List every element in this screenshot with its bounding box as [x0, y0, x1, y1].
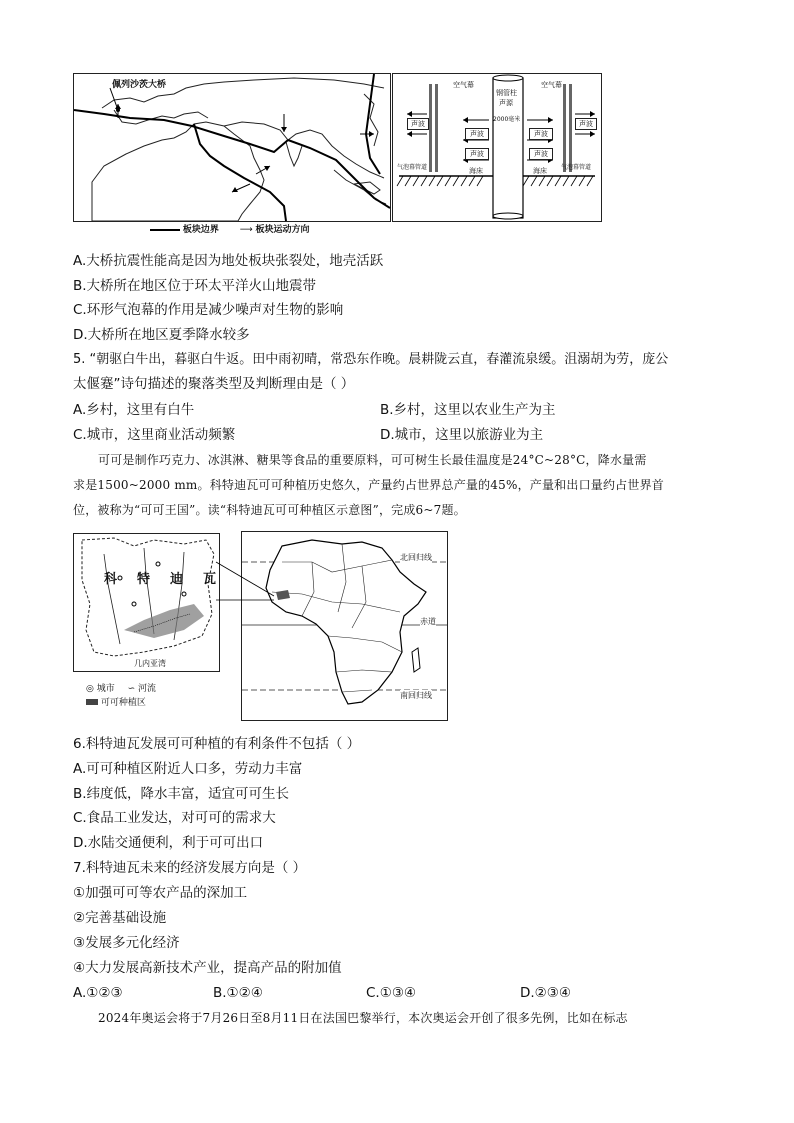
q4-option-d: D.大桥所在地区夏季降水较多 — [73, 327, 250, 343]
q5-option-b: B.乡村，这里以农业生产为主 — [380, 402, 556, 418]
air-curtain-left-label: 空气幕 — [453, 81, 474, 89]
legend-city: 城市 — [96, 684, 115, 694]
intro-line2: 求是1500~2000 mm。科特迪瓦可可种植历史悠久，产量约占世界总产量的45%，产量和出口量约占世界首 — [73, 478, 664, 492]
legend-river: 河流 — [138, 684, 157, 694]
legend-cocoa: 可可种植区 — [100, 698, 146, 708]
plate-map — [74, 74, 390, 221]
city-icon: ◎ — [86, 684, 94, 694]
bubble-curtain-figure — [392, 73, 602, 222]
river-icon: ∽ — [127, 684, 136, 694]
air-curtain-right-label: 空气幕 — [541, 81, 562, 89]
tropic-south-label: 南回归线 — [400, 691, 432, 700]
q7-option-b: B.①②④ — [213, 985, 263, 1001]
sound-wave-box: 声波 — [465, 148, 489, 160]
q7-item-3: ③发展多元化经济 — [73, 935, 180, 951]
q7-option-d: D.②③④ — [520, 985, 571, 1001]
sound-wave-box: 声波 — [575, 118, 597, 130]
q6-option-a: A.可可种植区附近人口多，劳动力丰富 — [73, 761, 303, 777]
steel-pile-label: 钢管柱 — [496, 89, 517, 97]
gulf-label: 几内亚湾 — [134, 659, 166, 668]
q4-option-c: C.环形气泡幕的作用是减少噪声对生物的影响 — [73, 302, 344, 318]
sound-wave-box: 声波 — [465, 128, 489, 140]
q7-item-2: ②完善基础设施 — [73, 910, 167, 926]
q7-stem: 7.科特迪瓦未来的经济发展方向是（ ） — [73, 860, 307, 876]
q6-option-c: C.食品工业发达，对可可的需求大 — [73, 810, 276, 826]
seabed-left-label: 海床 — [469, 167, 483, 175]
sound-wave-box: 声波 — [529, 128, 553, 140]
cocoa-area-swatch — [86, 699, 98, 705]
boundary-line-swatch — [150, 229, 180, 231]
sound-wave-box: 声波 — [529, 148, 553, 160]
q5-stem-line1: 5. “朝驱白牛出，暮驱白牛返。田中雨初晴，常恐东作晚。晨耕陇云直，春灌流泉缓。沮溺胡为劳，庞公 — [73, 352, 669, 367]
q5-option-a: A.乡村，这里有白牛 — [73, 402, 195, 418]
pipe-left-label: 气泡幕管道 — [397, 164, 428, 171]
tropic-north-label: 北回归线 — [400, 553, 432, 562]
q7-option-a: A.①②③ — [73, 985, 123, 1001]
q6-option-d: D.水陆交通便利，利于可可出口 — [73, 835, 264, 851]
q5-option-c: C.城市，这里商业活动频繁 — [73, 427, 236, 443]
intro-line1: 可可是制作巧克力、冰淇淋、糖果等食品的重要原料，可可树生长最佳温度是24°C~28°C，降水量需 — [98, 453, 647, 467]
sound-wave-box: 声波 — [407, 118, 429, 130]
cote-divoire-map — [74, 534, 219, 671]
plate-map-figure — [73, 73, 391, 222]
q7-option-c: C.①③④ — [366, 985, 417, 1001]
q7-item-1: ①加强可可等农产品的深加工 — [73, 885, 248, 901]
equator-label: 赤道 — [420, 617, 436, 626]
intro-line3: 位，被称为“可可王国”。读“科特迪瓦可可种植区示意图”，完成6~7题。 — [73, 503, 466, 517]
figure1-legend — [150, 222, 310, 235]
map-connector — [216, 560, 276, 610]
region-name: 科特迪瓦 — [104, 572, 237, 587]
legend-boundary: 板块边界 — [182, 225, 219, 235]
q5-option-d: D.城市，这里以旅游业为主 — [380, 427, 544, 443]
motion-arrow-icon: ⟶ — [239, 225, 253, 235]
q5-stem-line2: 太偃蹇”诗句描述的聚落类型及判断理由是（ ） — [73, 376, 355, 392]
seabed-right-label: 海床 — [533, 167, 547, 175]
q6-stem: 6.科特迪瓦发展可可种植的有利条件不包括（ ） — [73, 736, 361, 752]
q4-option-a: A.大桥抗震性能高是因为地处板块张裂处，地壳活跃 — [73, 253, 384, 269]
legend-motion: 板块运动方向 — [255, 225, 310, 235]
figure2-legend — [86, 682, 156, 710]
bridge-label: 佩列沙茨大桥 — [112, 80, 167, 90]
olympics-passage-line: 2024年奥运会将于7月26日至8月11日在法国巴黎举行，本次奥运会开创了很多先例，比如在标志 — [98, 1011, 628, 1025]
q7-item-4: ④大力发展高新技术产业，提高产品的附加值 — [73, 960, 342, 976]
q4-option-b: B.大桥所在地区位于环太平洋火山地震带 — [73, 278, 317, 294]
q6-option-b: B.纬度低，降水丰富，适宜可可生长 — [73, 786, 290, 802]
depth-label: 2000毫米 — [493, 116, 521, 123]
sound-source-label: 声源 — [499, 99, 513, 107]
cote-divoire-map-figure — [73, 533, 237, 672]
pipe-right-label: 气泡幕管道 — [561, 164, 592, 171]
